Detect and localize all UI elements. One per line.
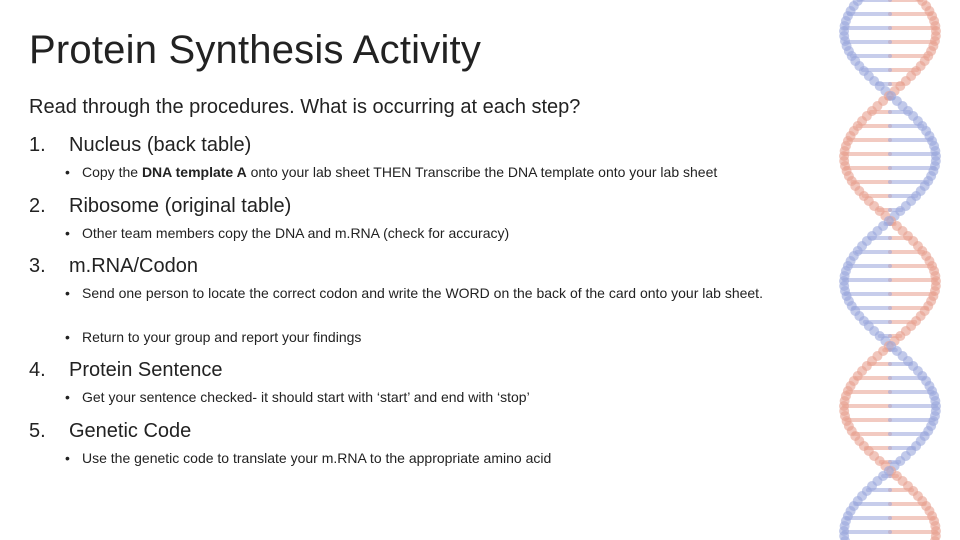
step-label: Nucleus (back table) [69,134,252,156]
step-number: 4. [29,359,46,381]
step-3-bullet-2 [65,329,845,346]
bullet-bold-text: DNA template A [141,164,247,180]
bullet-text: Return to your group and report your findings [82,329,362,345]
step-1 [29,134,251,157]
step-3-bullet-1 [65,285,845,302]
step-label: Genetic Code [69,420,192,442]
step-number: 5. [29,420,46,442]
step-label: m.RNA/Codon [69,255,198,277]
step-number: 2. [29,195,46,217]
bullet-text: Other team members copy the DNA and m.RNA (check for accuracy) [82,225,510,241]
bullet-dot: • [65,225,70,241]
step-5 [29,420,191,443]
bullet-text: Send one person to locate the correct codon and write the WORD on the back of the card onto your lab sheet. [82,285,763,301]
bullet-text: Copy the [82,164,142,180]
step-number: 3. [29,255,46,277]
slide-title: Protein Synthesis Activity [29,28,482,72]
step-5-bullet-1 [65,450,845,467]
step-4-bullet-1 [65,389,845,406]
bullet-text: Get your sentence checked- it should start with ‘start’ and end with ‘stop’ [82,389,530,405]
step-2 [29,195,291,218]
step-number: 1. [29,134,46,156]
bullet-dot: • [65,389,70,405]
step-4 [29,359,222,382]
bullet-dot: • [65,285,70,301]
step-1-bullet-1 [65,164,845,181]
step-2-bullet-1 [65,225,845,242]
intro-text: Read through the procedures. What is occurring at each step? [29,96,581,118]
step-3 [29,255,198,278]
bullet-dot: • [65,329,70,345]
bullet-dot: • [65,450,70,466]
bullet-text: onto your lab sheet THEN Transcribe the DNA template onto your lab sheet [246,164,718,180]
step-label: Protein Sentence [69,359,223,381]
bullet-text: Use the genetic code to translate your m.RNA to the appropriate amino acid [82,450,552,466]
bullet-dot: • [65,164,70,180]
step-label: Ribosome (original table) [69,195,292,217]
